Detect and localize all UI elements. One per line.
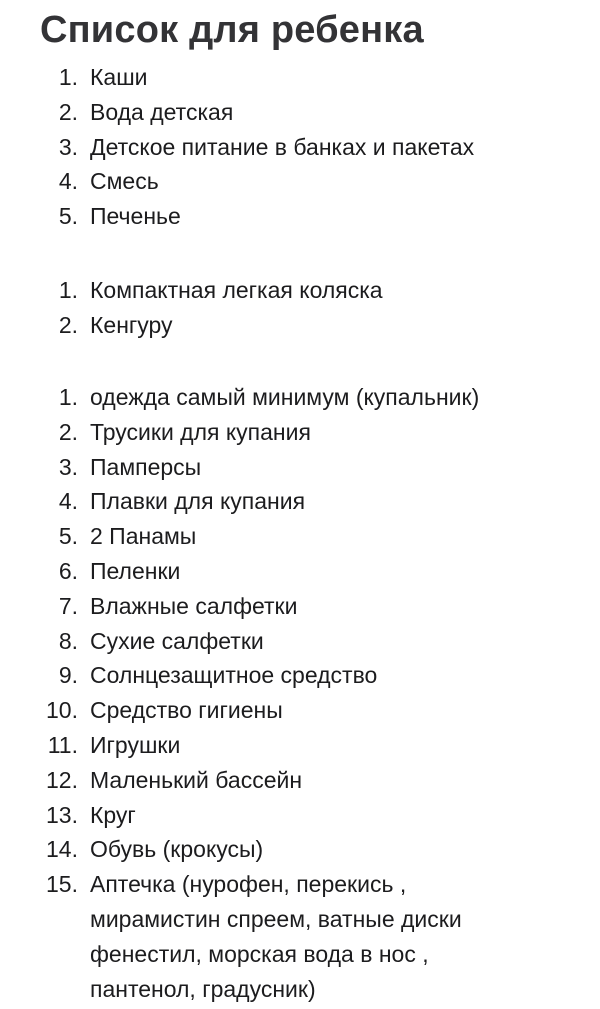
item-text: Обувь (крокусы) <box>90 836 264 863</box>
item-text: Пеленки <box>90 557 181 584</box>
item-text: 2 Панамы <box>90 523 197 550</box>
item-number: 2. <box>58 311 78 338</box>
item-number: 1. <box>58 277 78 303</box>
list-item <box>0 519 590 554</box>
item-text: Маленький бассейн <box>90 766 303 793</box>
list-item <box>0 484 590 519</box>
item-text: Сухие салфетки <box>90 627 264 654</box>
item-number: 8. <box>58 627 78 654</box>
item-text <box>90 867 590 1006</box>
item-text-line: Аптечка (нурофен, перекись , <box>90 871 407 898</box>
page-title: Список для ребенка <box>40 9 424 51</box>
item-text: Средство гигиены <box>90 697 283 724</box>
item-number: 2. <box>58 418 78 445</box>
item-text: Трусики для купания <box>90 418 311 445</box>
item-number: 5. <box>58 203 78 230</box>
list-item <box>0 693 590 728</box>
item-text: Компактная легкая коляска <box>90 277 383 303</box>
item-number: 1. <box>58 384 78 410</box>
item-number: 10. <box>46 697 78 724</box>
item-number: 6. <box>58 557 78 584</box>
list-item <box>0 380 590 415</box>
item-text: Кенгуру <box>90 311 173 338</box>
item-text: Смесь <box>90 168 159 195</box>
item-text: одежда самый минимум (купальник) <box>90 384 480 410</box>
item-number: 3. <box>58 133 78 160</box>
item-text: Солнцезащитное средство <box>90 662 378 689</box>
item-number: 9. <box>58 662 78 689</box>
list-item-first-aid-kit <box>0 867 590 1006</box>
list-item <box>0 798 590 833</box>
item-text: Памперсы <box>90 453 202 480</box>
item-number: 15. <box>46 871 78 898</box>
item-number: 4. <box>58 168 78 195</box>
item-number: 7. <box>58 592 78 619</box>
item-number: 11. <box>47 731 78 758</box>
list-item <box>0 450 590 485</box>
item-text: Плавки для купания <box>90 488 306 515</box>
list-item <box>0 832 590 867</box>
list-item <box>0 728 590 763</box>
list-item <box>0 658 590 693</box>
item-text-line: мирамистин спреем, ватные диски <box>90 905 462 932</box>
item-text: Игрушки <box>90 731 181 758</box>
list-item <box>0 763 590 798</box>
item-text-line: фенестил, морская вода в нос , <box>90 940 429 967</box>
item-text: Печенье <box>90 203 181 230</box>
list-item <box>0 415 590 450</box>
item-text-line: пантенол, градусник) <box>90 975 316 1002</box>
list-item <box>0 624 590 659</box>
item-text: Детское питание в банках и пакетах <box>90 133 475 160</box>
item-number: 12. <box>46 766 78 793</box>
things-list <box>0 380 590 1006</box>
item-number: 1. <box>58 64 78 90</box>
item-text: Каши <box>90 64 148 90</box>
item-text: Влажные салфетки <box>90 592 298 619</box>
item-text: Круг <box>90 801 136 828</box>
list-item <box>0 589 590 624</box>
item-number: 2. <box>58 98 78 125</box>
item-number: 13. <box>46 801 78 828</box>
item-number: 5. <box>58 523 78 550</box>
item-number: 14. <box>46 836 78 863</box>
item-number: 3. <box>58 453 78 480</box>
list-item <box>0 554 590 589</box>
item-text: Вода детская <box>90 98 234 125</box>
item-number: 4. <box>58 488 78 515</box>
